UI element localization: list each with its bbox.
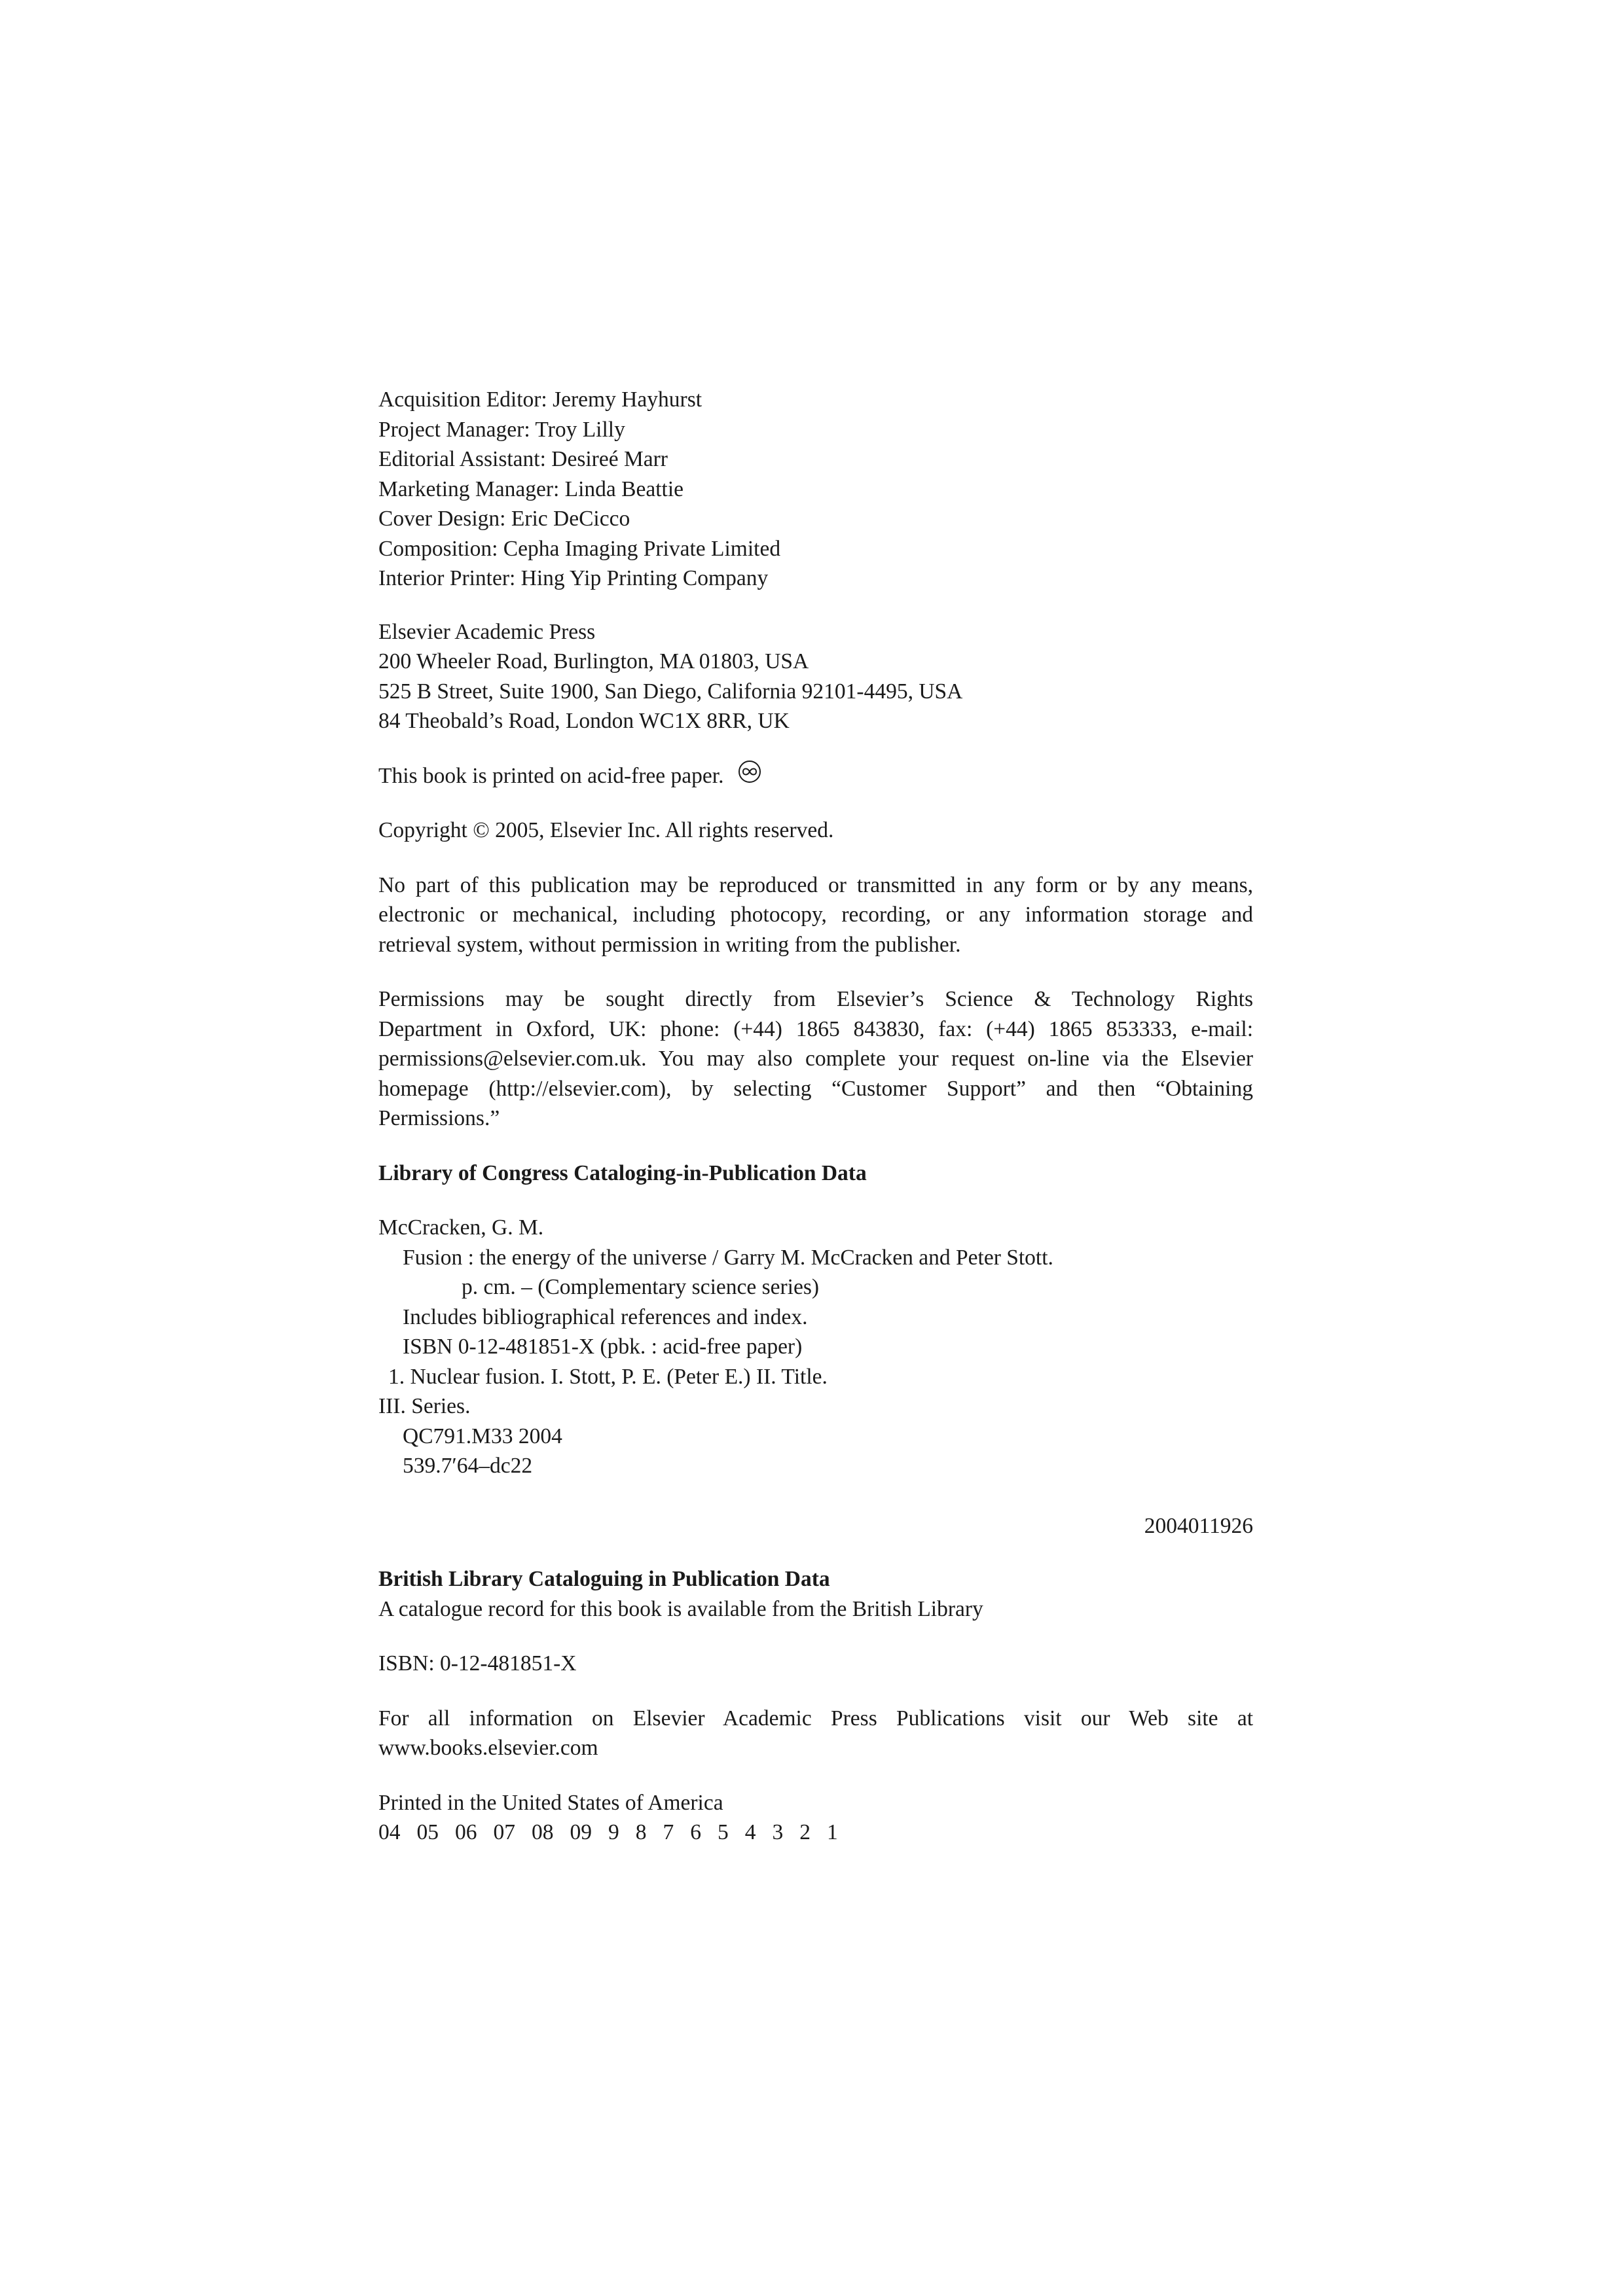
copyright-line: Copyright © 2005, Elsevier Inc. All rights reserved.: [378, 818, 834, 842]
publisher-address: 525 B Street, Suite 1900, San Diego, California 92101-4495, USA: [378, 679, 963, 704]
notice-line: No part of this publication may be reproduced or transmitted in any form or by any means,: [378, 872, 1253, 897]
printing-number: 06: [455, 1820, 477, 1844]
credit-line: Editorial Assistant: Desireé Marr: [378, 447, 668, 471]
notice-line: Permissions.”: [378, 1106, 500, 1130]
credits-block: [378, 385, 1253, 594]
british-library-block: [378, 1564, 1253, 1624]
british-library-heading: British Library Cataloguing in Publication Data: [378, 1567, 830, 1591]
loc-includes-line: Includes bibliographical references and index.: [403, 1304, 808, 1329]
permissions-notice: [378, 984, 1253, 1134]
web-notice-line: For all information on Elsevier Academic Press Publications visit our Web site at: [378, 1706, 1253, 1731]
infinity-circle-icon: [738, 760, 761, 783]
printing-number-line: [378, 1818, 1253, 1848]
notice-line: permissions@elsevier.com.uk. You may also complete your request on-line via the Elsevier: [378, 1047, 1253, 1071]
printing-number: 5: [718, 1820, 729, 1844]
printing-number: 07: [493, 1820, 515, 1844]
loc-dewey: 539.7′64–dc22: [403, 1454, 533, 1478]
credit-line: Interior Printer: Hing Yip Printing Company: [378, 566, 769, 590]
copyright-line-block: [378, 816, 1253, 846]
publisher-block: [378, 617, 1253, 736]
notice-line: Permissions may be sought directly from Elsevier’s Science & Technology Rights: [378, 987, 1253, 1011]
loc-title-line: Fusion : the energy of the universe / Garry M. McCracken and Peter Stott.: [403, 1245, 1053, 1270]
isbn-line: ISBN: 0-12-481851-X: [378, 1651, 577, 1676]
loc-subjects-line: 1. Nuclear fusion. I. Stott, P. E. (Peter E.) II. Title.: [388, 1364, 828, 1389]
printing-number: 09: [570, 1820, 592, 1844]
loc-pages-line: p. cm. – (Complementary science series): [462, 1275, 820, 1299]
printed-in-line: Printed in the United States of America: [378, 1790, 723, 1815]
loc-call-number: QC791.M33 2004: [403, 1424, 562, 1448]
publisher-name: Elsevier Academic Press: [378, 619, 596, 644]
isbn-block: [378, 1649, 1253, 1679]
credit-line: Acquisition Editor: Jeremy Hayhurst: [378, 387, 702, 412]
printing-number: 4: [744, 1820, 756, 1844]
web-notice-url[interactable]: www.books.elsevier.com: [378, 1736, 598, 1760]
loc-cip-block: [378, 1158, 1253, 1541]
credit-line: Marketing Manager: Linda Beattie: [378, 476, 684, 501]
printing-number: 7: [663, 1820, 674, 1844]
printing-block: [378, 1788, 1253, 1848]
acid-free-text: This book is printed on acid-free paper.: [378, 763, 724, 788]
credit-line: Composition: Cepha Imaging Private Limited: [378, 536, 781, 561]
printing-number: 08: [532, 1820, 554, 1844]
printing-number: 04: [378, 1820, 401, 1844]
notice-line: retrieval system, without permission in writing from the publisher.: [378, 932, 961, 957]
printing-number: 9: [608, 1820, 619, 1844]
acid-free-notice: [378, 761, 1253, 791]
publisher-address: 200 Wheeler Road, Burlington, MA 01803, USA: [378, 649, 809, 673]
printing-number: 1: [827, 1820, 838, 1844]
printing-number: 8: [635, 1820, 647, 1844]
british-library-text: A catalogue record for this book is available from the British Library: [378, 1596, 983, 1621]
notice-line: electronic or mechanical, including photocopy, recording, or any information storage and: [378, 903, 1253, 927]
loc-heading: Library of Congress Cataloging-in-Publication Data: [378, 1160, 867, 1185]
loc-control-number: 2004011926: [1144, 1513, 1253, 1538]
notice-line: homepage (http://elsevier.com), by selecting “Customer Support” and then “Obtaining: [378, 1076, 1253, 1101]
publisher-address: 84 Theobald’s Road, London WC1X 8RR, UK: [378, 709, 790, 733]
credit-line: Project Manager: Troy Lilly: [378, 417, 625, 442]
loc-series-line: III. Series.: [378, 1394, 471, 1418]
web-notice: [378, 1704, 1253, 1763]
reproduction-notice: [378, 870, 1253, 960]
printing-number: 2: [799, 1820, 811, 1844]
notice-line: Department in Oxford, UK: phone: (+44) 1865 843830, fax: (+44) 1865 853333, e-mail:: [378, 1016, 1253, 1041]
loc-isbn-line: ISBN 0-12-481851-X (pbk. : acid-free paper): [403, 1335, 803, 1359]
printing-number: 05: [416, 1820, 439, 1844]
printing-number: 3: [772, 1820, 784, 1844]
loc-author: McCracken, G. M.: [378, 1215, 544, 1240]
credit-line: Cover Design: Eric DeCicco: [378, 507, 630, 531]
printing-number: 6: [690, 1820, 701, 1844]
copyright-page: [378, 385, 1253, 1848]
